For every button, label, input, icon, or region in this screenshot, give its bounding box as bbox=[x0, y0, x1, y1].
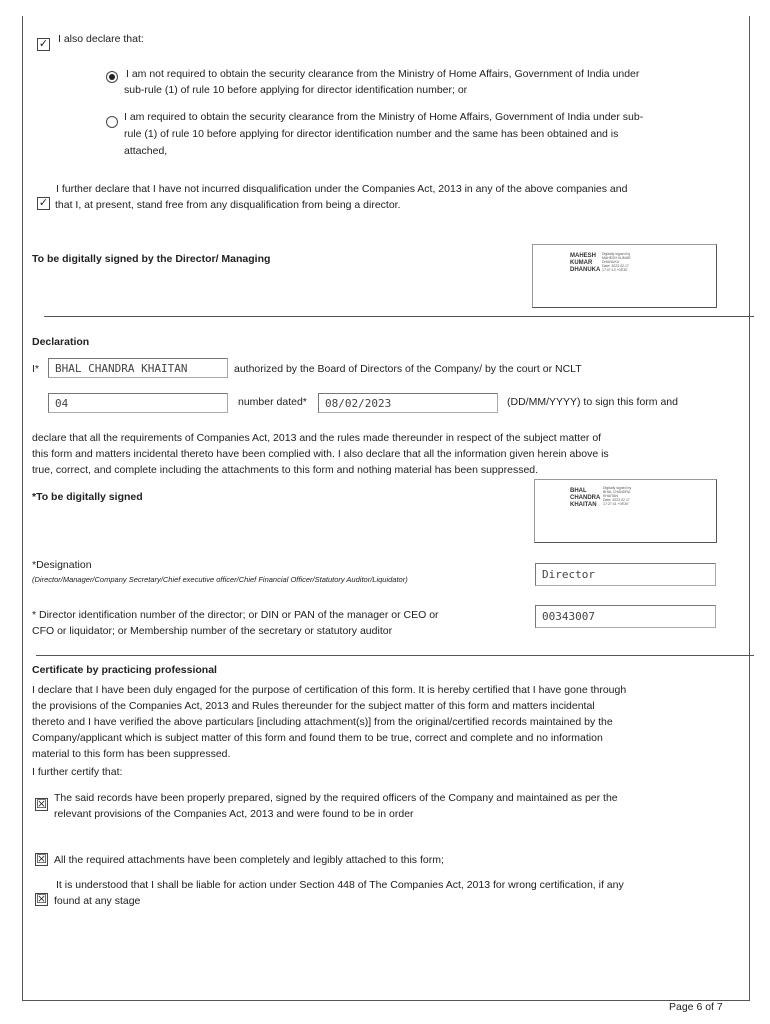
item1-line2: relevant provisions of the Companies Act, 2013 and were found to be in order bbox=[54, 808, 414, 820]
signature-detail: MAHESH KUMAR bbox=[602, 256, 631, 260]
option2-line1: I am required to obtain the security clearance from the Ministry of Home Affairs, Government of India under sub- bbox=[124, 111, 644, 123]
option1-line1: I am not required to obtain the security clearance from the Ministry of Home Affairs, Government of India under bbox=[126, 68, 640, 80]
item1-line1: The said records have been properly prepared, signed by the required officers of the Company and maintained as per the bbox=[54, 792, 618, 804]
declaration-para-line: this form and matters incidental thereto have been complied with. I also declare that all the information given herein above is bbox=[32, 448, 609, 460]
section-divider bbox=[36, 655, 754, 656]
signer-name-line: BHAL bbox=[570, 488, 587, 494]
attachments-checkbox[interactable]: ☒ bbox=[36, 852, 47, 866]
designation-hint: (Director/Manager/Company Secretary/Chief executive officer/Chief Financial Officer/Statutory Auditor/Liquidator) bbox=[32, 575, 408, 584]
signer-name-line: DHANUKA bbox=[570, 267, 601, 273]
required-clearance-radio[interactable] bbox=[106, 116, 118, 128]
certificate-para-line: material to this form has been suppressed. bbox=[32, 748, 231, 760]
further-declare-line2: that I, at present, stand free from any disqualification from being a director. bbox=[55, 199, 401, 211]
signer-name-line: CHANDRA bbox=[570, 495, 601, 501]
signature-detail: Digitally signed by bbox=[602, 252, 631, 256]
certificate-para-line: thereto and I have verified the above particulars [including attachment(s)] from the original/certified records maintained by the bbox=[32, 716, 613, 728]
item3-line2: found at any stage bbox=[54, 895, 141, 907]
signature-detail: 17:07:13 +05'30' bbox=[602, 268, 628, 272]
signature-detail: Digitally signed by bbox=[603, 486, 632, 490]
section-divider bbox=[44, 316, 754, 317]
certificate-heading: Certificate by practicing professional bbox=[32, 664, 217, 676]
liability-checkbox[interactable]: ☒ bbox=[36, 892, 47, 906]
certificate-para-line: I declare that I have been duly engaged for the purpose of certification of this form. It is hereby certified that I have gone through bbox=[32, 684, 627, 696]
declarant-signature-box[interactable] bbox=[534, 479, 717, 543]
option2-line2: rule (1) of rule 10 before applying for director identification number and the same has been obtained and is bbox=[124, 128, 619, 140]
records-prepared-checkbox[interactable]: ☒ bbox=[36, 797, 47, 811]
item3-line1: It is understood that I shall be liable for action under Section 448 of The Companies Act, 2013 for wrong certification, if any bbox=[56, 879, 624, 891]
also-declare-label: I also declare that: bbox=[58, 33, 144, 45]
authorized-text: authorized by the Board of Directors of the Company/ by the court or NCLT bbox=[234, 363, 582, 375]
signature-detail: BHAL CHANDRA bbox=[603, 490, 631, 494]
further-certify-label: I further certify that: bbox=[32, 766, 123, 778]
option2-line3: attached, bbox=[124, 145, 168, 157]
certificate-para-line: the provisions of the Companies Act, 2013 and Rules thereunder for the subject matter of this form and matters incidental bbox=[32, 700, 595, 712]
declaration-para-line: declare that all the requirements of Companies Act, 2013 and the rules made thereunder in respect of the subject matter of bbox=[32, 432, 602, 444]
signer-name-line: KHAITAN bbox=[570, 502, 597, 508]
digital-sign-label: *To be digitally signed bbox=[32, 491, 143, 503]
signature-detail: KHAITAN bbox=[603, 494, 618, 498]
signature-detail: Date: 2023.02.17 bbox=[602, 264, 629, 268]
page-number: Page 6 of 7 bbox=[669, 1001, 723, 1013]
signer-name-line: KUMAR bbox=[570, 260, 593, 266]
din-input[interactable]: 00343007 bbox=[535, 605, 716, 628]
din-label-line2: CFO or liquidator; or Membership number of the secretary or statutory auditor bbox=[32, 625, 393, 637]
further-declare-line1: I further declare that I have not incurred disqualification under the Companies Act, 2013 in any of the above companies and bbox=[56, 183, 628, 195]
designation-input[interactable]: Director bbox=[535, 563, 716, 586]
signer-name-line: MAHESH bbox=[570, 253, 597, 259]
director-sign-label: To be digitally signed by the Director/ Managing bbox=[32, 253, 271, 265]
declaration-para-line: true, correct, and complete including the attachments to this form and nothing material has been suppressed. bbox=[32, 464, 539, 476]
signature-detail: 17:27:41 +05'30' bbox=[603, 502, 629, 506]
signature-detail: Date: 2023.02.17 bbox=[603, 498, 630, 502]
director-signature-box[interactable] bbox=[532, 244, 717, 308]
number-dated-label: number dated* bbox=[238, 396, 307, 408]
din-label-line1: * Director identification number of the director; or DIN or PAN of the manager or CEO or bbox=[32, 609, 439, 621]
certificate-para-line: Company/applicant which is subject matter of this form and found them to be true, correct and complete and no information bbox=[32, 732, 603, 744]
further-declare-checkbox[interactable]: ✓ bbox=[38, 197, 49, 209]
date-format-hint: (DD/MM/YYYY) to sign this form and bbox=[507, 396, 678, 408]
option1-line2: sub-rule (1) of rule 10 before applying for director identification number; or bbox=[124, 84, 468, 96]
not-required-clearance-radio[interactable] bbox=[106, 71, 118, 83]
signature-detail: DHANUKA bbox=[602, 260, 620, 264]
declaration-heading: Declaration bbox=[32, 336, 90, 348]
also-declare-checkbox[interactable]: ✓ bbox=[38, 38, 49, 50]
i-label: I* bbox=[32, 363, 40, 375]
resolution-number-input[interactable]: 04 bbox=[48, 393, 228, 413]
item2-text: All the required attachments have been completely and legibly attached to this form; bbox=[54, 854, 444, 866]
resolution-date-input[interactable]: 08/02/2023 bbox=[318, 393, 498, 413]
declarant-name-input[interactable]: BHAL CHANDRA KHAITAN bbox=[48, 358, 228, 378]
designation-label: *Designation bbox=[32, 559, 92, 571]
